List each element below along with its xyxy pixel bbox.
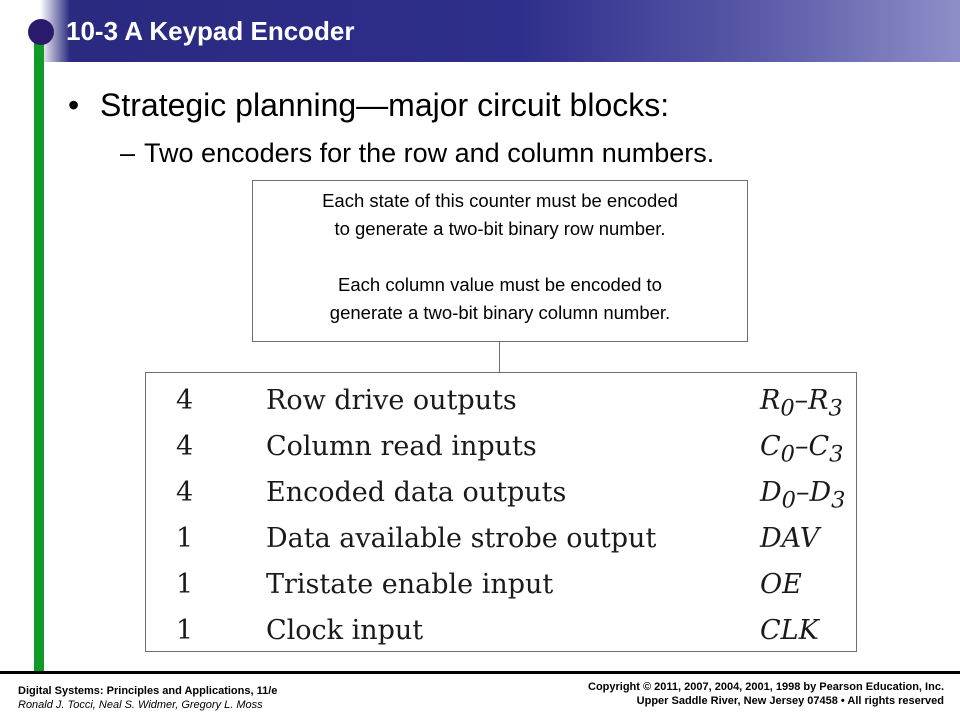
table-row xyxy=(146,563,856,609)
callout-paragraph-row xyxy=(253,187,747,243)
callout-connector-line xyxy=(499,342,500,374)
callout-box xyxy=(252,180,748,342)
footer-authors: Ronald J. Tocci, Neal S. Widmer, Gregory L. Moss xyxy=(18,699,263,711)
footer-copyright-line: Copyright © 2011, 2007, 2004, 2001, 1998 by Pearson Education, Inc. xyxy=(588,681,944,693)
table-row xyxy=(146,517,856,563)
pin-symbol: $R_0-R_3$ xyxy=(760,385,843,422)
footer-book-info xyxy=(18,684,277,712)
pin-symbol: $D_0-D_3$ xyxy=(760,477,846,514)
table-row xyxy=(146,379,856,425)
title-bullet-dot xyxy=(28,19,54,45)
pin-symbol: $C_0-C_3$ xyxy=(760,431,844,468)
pin-count: 4 xyxy=(176,385,194,416)
pin-description: Encoded data outputs xyxy=(266,477,567,508)
sub-bullet xyxy=(120,135,714,171)
pin-count: 1 xyxy=(176,523,194,554)
pin-count: 4 xyxy=(176,477,194,508)
table-row xyxy=(146,425,856,471)
table-row xyxy=(146,471,856,517)
sub-bullet-text: Two encoders for the row and column numbers. xyxy=(144,138,715,168)
callout-text: generate a two-bit binary column number. xyxy=(329,302,671,323)
callout-text: to generate a two-bit binary row number. xyxy=(334,218,666,239)
slide-title: 10-3 A Keypad Encoder xyxy=(66,16,355,46)
pin-description: Tristate enable input xyxy=(266,569,554,600)
footer-divider xyxy=(0,671,960,674)
pin-count: 1 xyxy=(176,615,194,646)
pin-description: Row drive outputs xyxy=(266,385,517,416)
sub-bullet-marker: – xyxy=(120,138,136,168)
pin-count: 1 xyxy=(176,569,194,600)
pin-description: Column read inputs xyxy=(266,431,537,462)
pin-table xyxy=(145,372,857,652)
main-bullet xyxy=(68,84,669,126)
main-bullet-text: Strategic planning—major circuit blocks: xyxy=(100,87,670,123)
callout-text: Each state of this counter must be encoded xyxy=(322,190,678,211)
accent-bar xyxy=(34,40,44,672)
pin-symbol: OE xyxy=(760,569,802,600)
pin-symbol: DAV xyxy=(760,523,820,554)
footer-copyright xyxy=(588,680,944,708)
footer-book-title: Digital Systems: Principles and Applications, 11/e xyxy=(18,685,278,697)
callout-paragraph-column xyxy=(253,271,747,327)
footer-address-line: Upper Saddle River, New Jersey 07458 • All rights reserved xyxy=(636,695,944,707)
table-row xyxy=(146,609,856,655)
pin-count: 4 xyxy=(176,431,194,462)
pin-description: Data available strobe output xyxy=(266,523,657,554)
callout-text: Each column value must be encoded to xyxy=(338,274,662,295)
pin-description: Clock input xyxy=(266,615,424,646)
bullet-marker: • xyxy=(68,87,80,123)
pin-symbol: CLK xyxy=(760,615,819,646)
